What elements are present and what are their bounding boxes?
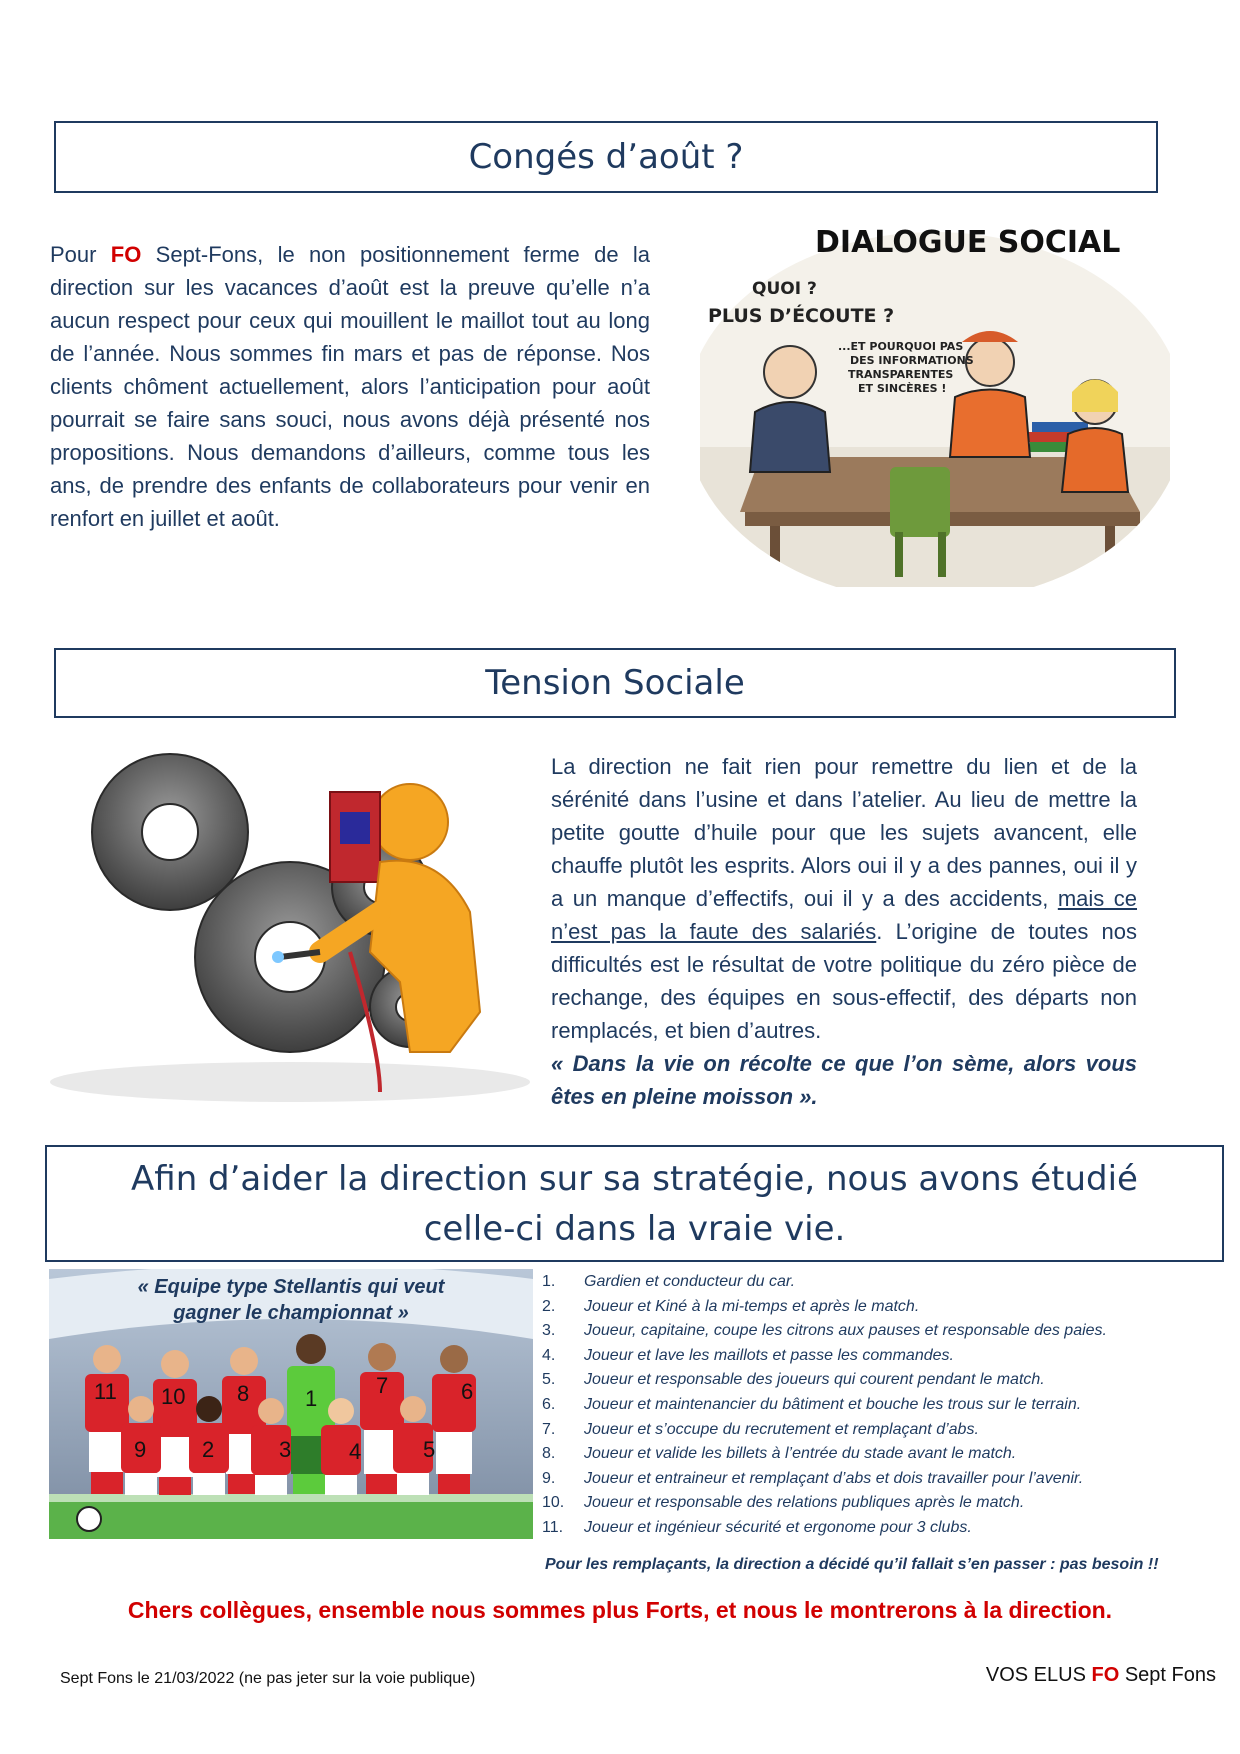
list-item: 10. Joueur et responsable des relations publiques après le match.	[542, 1494, 1025, 1512]
fo-mark: FO	[1091, 1664, 1120, 1686]
team-image	[49, 1269, 533, 1539]
dialogue-social-illustration	[700, 212, 1170, 587]
list-item: 7. Joueur et s’occupe du recrutement et remplaçant d’abs.	[542, 1420, 979, 1438]
conges-heading: Congés d’août ?	[468, 137, 744, 177]
player-number: 11	[94, 1379, 117, 1404]
tension-heading: Tension Sociale	[485, 663, 745, 703]
list-item: 8. Joueur et valide les billets à l’entrée du stade avant le match.	[542, 1445, 1017, 1463]
player-number: 1	[305, 1386, 318, 1411]
gears-welder-image	[50, 752, 534, 1102]
list-item: 4. Joueur et lave les maillots et passe les commandes.	[542, 1346, 954, 1364]
section-title-strategy	[45, 1145, 1224, 1262]
svg-text:PLUS D’ÉCOUTE ?: PLUS D’ÉCOUTE ?	[708, 305, 895, 327]
player-number: 4	[349, 1439, 362, 1464]
list-item: 11. Joueur et ingénieur sécurité et ergonome pour 3 clubs.	[542, 1518, 972, 1536]
harvest-quote: « Dans la vie on récolte ce que l’on sème, alors vous êtes en pleine moisson ».	[551, 1051, 1137, 1109]
svg-text:TRANSPARENTES: TRANSPARENTES	[848, 368, 954, 381]
tension-paragraph: La direction ne fait rien pour remettre du lien et de la sérénité dans l’usine et dans l’atelier. Au lieu de mettre la petite goutte d’huile pour que les sujets avancent, elle chauffe plutôt les esprits. Alors oui il y a des pannes, oui il y a un manque d’effectifs, oui il y a des accidents, mais ce n’est pas la faute des salariés. L’origine de toutes nos difficultés est le résultat de votre politique du zéro pièce de rechange, des équipes en sous-effectif, des départs non remplacés, et bien d’autres. « Dans la vie on récolte ce que l’on sème, alors vous êtes en pleine moisson ».	[551, 754, 1138, 1109]
player-number: 2	[202, 1437, 215, 1462]
section-title-conges	[54, 121, 1158, 193]
underlined-statement: mais ce n’est pas la faute des salariés	[551, 886, 1138, 944]
list-item: 3. Joueur, capitaine, coupe les citrons aux pauses et responsable des paies.	[542, 1322, 1107, 1340]
dialogue-social-cartoon	[700, 212, 1170, 587]
svg-text:...ET POURQUOI PAS: ...ET POURQUOI PAS	[838, 340, 964, 353]
list-item: 5. Joueur et responsable des joueurs qui courent pendant le match.	[542, 1371, 1045, 1389]
conges-paragraph: Pour FO Sept-Fons, le non positionnement ferme de la direction sur les vacances d’août est la preuve qu’elle n’a aucun respect pour ceux qui mouillent le maillot tout au long de l’année. Nous sommes fin mars et pas de réponse. Nos clients chôment actuellement, alors l’anticipation pour août pourrait se faire sans souci, nous avons déjà présenté nos propositions. Nous demandons d’ailleurs, comme tous les ans, de prendre des enfants de collaborateurs pour venir en renfort en juillet et août.	[50, 242, 650, 531]
gears-welder-illustration	[50, 752, 534, 1102]
strategy-heading: Afin d’aider la direction sur sa stratégie, nous avons étudié celle-ci dans la vraie vie.	[131, 1158, 1138, 1249]
fo-mark: FO	[110, 242, 142, 267]
svg-text:DES INFORMATIONS: DES INFORMATIONS	[850, 354, 974, 367]
substitutes-note: Pour les remplaçants, la direction a décidé qu’il fallait s’en passer : pas besoin !!	[545, 1556, 1159, 1573]
team-illustration	[49, 1269, 533, 1539]
svg-text:QUOI ?: QUOI ?	[752, 279, 817, 299]
player-number: 5	[423, 1437, 436, 1462]
player-number: 10	[161, 1384, 186, 1409]
cartoon-title: DIALOGUE SOCIAL	[815, 225, 1121, 260]
list-item: 2. Joueur et Kiné à la mi-temps et après le match.	[542, 1297, 920, 1315]
roles-list	[542, 1270, 1202, 1541]
footer-right: VOS ELUS FO Sept Fons	[985, 1664, 1216, 1686]
player-number: 9	[134, 1437, 147, 1462]
list-item: 1. Gardien et conducteur du car.	[542, 1273, 796, 1290]
player-number: 8	[237, 1381, 250, 1406]
team-caption-line2: gagner le championnat »	[173, 1302, 409, 1324]
section-title-tension	[54, 648, 1176, 718]
player-number: 6	[461, 1379, 474, 1404]
team-caption-line1: « Equipe type Stellantis qui veut	[137, 1276, 445, 1298]
list-item: 6. Joueur et maintenancier du bâtiment et bouche les trous sur le terrain.	[542, 1395, 1082, 1413]
player-number: 7	[376, 1373, 389, 1398]
svg-text:ET SINCÈRES !: ET SINCÈRES !	[858, 382, 947, 395]
player-number: 3	[279, 1437, 292, 1462]
footer-left: Sept Fons le 21/03/2022 (ne pas jeter sur la voie publique)	[60, 1670, 476, 1687]
closing-message: Chers collègues, ensemble nous sommes plus Forts, et nous le montrerons à la direction.	[127, 1597, 1113, 1623]
list-item: 9. Joueur et entraineur et remplaçant d’abs et dois travailler pour l’avenir.	[542, 1469, 1084, 1487]
